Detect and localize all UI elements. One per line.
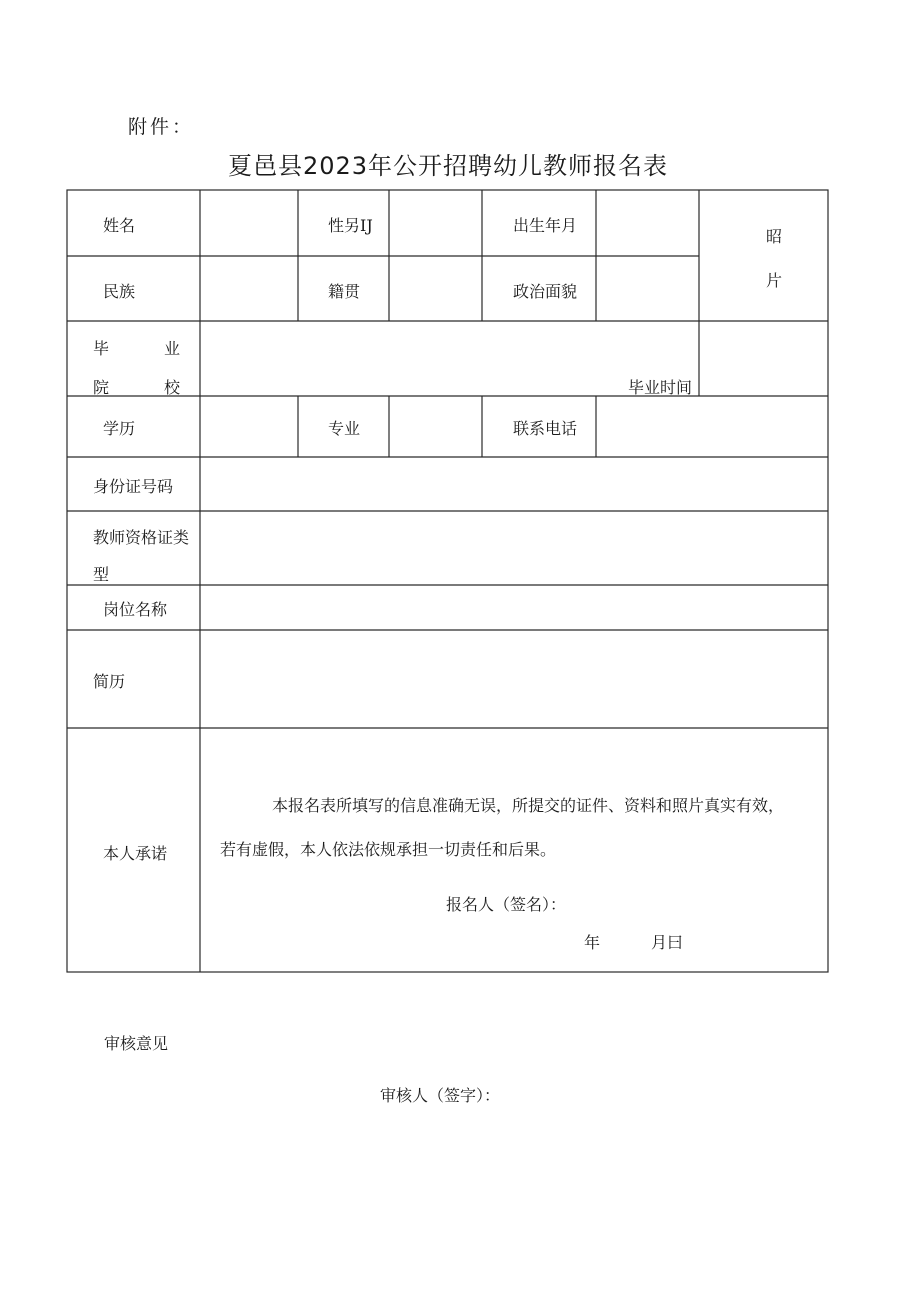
- resume-field[interactable]: [201, 631, 827, 727]
- cert-field[interactable]: [201, 512, 827, 584]
- attachment-label: 附件：: [128, 116, 195, 138]
- native-place-field[interactable]: [390, 257, 481, 320]
- resume-label: 简历: [93, 672, 126, 691]
- date-monthday-label: 月曰: [651, 933, 684, 952]
- school-label-1a: 毕: [93, 339, 110, 358]
- phone-field[interactable]: [597, 397, 827, 456]
- reviewer-signature-label: 审核人（签字）：: [380, 1086, 501, 1105]
- grad-time-label: 毕业时间: [628, 378, 693, 397]
- position-field[interactable]: [201, 586, 827, 629]
- school-label-1b: 业: [164, 339, 181, 358]
- pledge-label: 本人承诺: [103, 844, 168, 863]
- photo-label-2: 片: [766, 271, 783, 290]
- review-opinion-label: 审核意见: [104, 1034, 169, 1053]
- school-label-2b: 校: [164, 378, 181, 397]
- education-field[interactable]: [201, 397, 297, 456]
- cert-label-2: 型: [93, 565, 110, 584]
- position-label: 岗位名称: [103, 600, 168, 619]
- pledge-text-line-2: 若有虚假，本人依法依规承担一切责任和后果。: [220, 840, 557, 859]
- major-label: 专业: [328, 419, 361, 438]
- school-label-2a: 院: [93, 378, 110, 397]
- gender-label: 性另IJ: [328, 216, 373, 235]
- name-field[interactable]: [201, 191, 297, 255]
- gender-field[interactable]: [390, 191, 481, 255]
- school-field[interactable]: [201, 322, 595, 395]
- native-place-label: 籍贯: [328, 282, 361, 301]
- signer-label: 报名人（签名）：: [446, 895, 567, 914]
- political-field[interactable]: [597, 257, 698, 320]
- photo-box[interactable]: [700, 191, 827, 320]
- birth-label: 出生年月: [513, 216, 578, 235]
- ethnicity-field[interactable]: [201, 257, 297, 320]
- ethnicity-label: 民族: [103, 282, 136, 301]
- cert-label-1: 教师资格证类: [93, 528, 190, 547]
- grad-time-field[interactable]: [700, 322, 827, 395]
- photo-label-1: 昭: [766, 227, 783, 246]
- major-field[interactable]: [390, 397, 481, 456]
- signature-field[interactable]: [580, 888, 780, 916]
- id-field[interactable]: [201, 458, 827, 510]
- birth-field[interactable]: [597, 191, 698, 255]
- date-year-label: 年: [584, 933, 601, 952]
- pledge-text-line-1: 本报名表所填写的信息准确无误，所提交的证件、资料和照片真实有效，: [272, 796, 785, 815]
- name-label: 姓名: [103, 216, 136, 235]
- form-title: 夏邑县2023年公开招聘幼儿教师报名表: [227, 152, 669, 180]
- id-label: 身份证号码: [93, 477, 174, 496]
- political-label: 政治面貌: [513, 282, 578, 301]
- phone-label: 联系电话: [513, 419, 578, 438]
- education-label: 学历: [103, 419, 136, 438]
